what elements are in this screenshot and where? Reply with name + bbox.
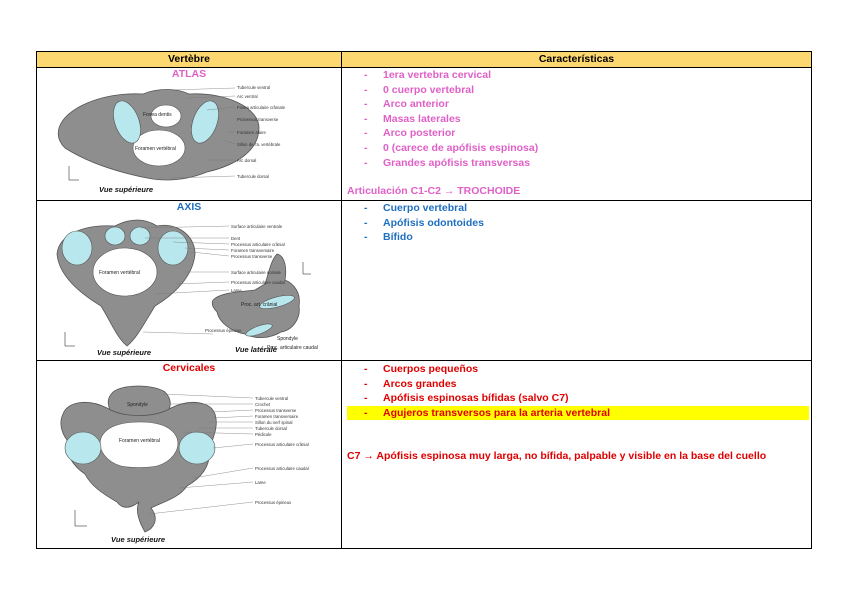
list-item: - 0 (carece de apófisis espinosa) xyxy=(364,141,539,154)
atlas-label: Tubercule ventral xyxy=(237,85,271,90)
table-header xyxy=(37,52,811,68)
cervicales-label: Processus articulaire crânial xyxy=(255,442,309,447)
cervicales-label: Tubercule dorsal xyxy=(255,426,287,431)
list-item: - 0 cuerpo vertebral xyxy=(364,83,475,96)
c7-note: C7 → Apófisis espinosa muy larga, no bífida, palpable y visible en la base del cuello xyxy=(347,450,767,462)
axis-inner-label: Proc. art. crânial xyxy=(241,302,278,308)
axis-inner-label: Spondyle xyxy=(277,336,298,342)
axis-label: Surface articulaire ventrale xyxy=(231,224,283,229)
atlas-view-label: Vue supérieure xyxy=(99,185,154,194)
atlas-inner-label: Foramen vertébral xyxy=(135,146,176,152)
row-title-atlas: ATLAS xyxy=(171,68,207,80)
axis-label: Processus articulaire caudal xyxy=(231,280,285,285)
axis-label: Surface articulaire dorsale xyxy=(231,270,281,275)
cervicales-figure xyxy=(43,378,335,546)
axis-marker-icon xyxy=(75,510,87,526)
list-item: - Cuerpos pequeños xyxy=(364,363,479,375)
cervicales-view-label: Vue supérieure xyxy=(111,535,166,544)
cervicales-characteristics xyxy=(347,362,809,420)
cervicales-inner-label: Foramen vertébral xyxy=(119,438,160,444)
atlas-articulation-note: Articulación C1-C2 → TROCHOIDE xyxy=(347,185,521,197)
cervicales-label: Lame xyxy=(255,480,266,485)
vertebra-table xyxy=(36,51,812,549)
axis-marker-icon xyxy=(69,166,79,180)
cervicales-label: Processus transverse xyxy=(255,408,297,413)
axis-label: Processus articulaire crânial xyxy=(231,242,285,247)
axis-label: Processus transverse xyxy=(231,254,273,259)
row-divider xyxy=(37,360,811,361)
list-item: - 1era vertebra cervical xyxy=(364,69,491,81)
list-item: - Cuerpo vertebral xyxy=(364,202,468,214)
cervicales-label: Foramen transversaire xyxy=(255,414,299,419)
axis-label: Dent xyxy=(231,236,241,241)
row-title-axis: AXIS xyxy=(176,201,202,213)
atlas-characteristics xyxy=(347,68,538,170)
column-divider xyxy=(341,52,342,548)
list-item: - Arco anterior xyxy=(364,98,449,111)
axis-figure xyxy=(45,214,335,358)
cervicales-label: Processus épineux xyxy=(255,500,292,505)
header-caracteristicas: Características xyxy=(538,53,615,65)
list-item: - Masas laterales xyxy=(364,112,461,125)
axis-label: Foramen transversaire xyxy=(231,248,275,253)
list-item: - Apófisis odontoides xyxy=(364,216,484,229)
axis-label: Lame xyxy=(231,288,242,293)
atlas-figure xyxy=(47,80,333,198)
axis-lateral-view-label: Vue latérale xyxy=(235,345,277,354)
axis-label: Processus épineux xyxy=(205,328,242,333)
list-item: - Arcos grandes xyxy=(364,377,457,390)
cervicales-inner-label: Spondyle xyxy=(127,402,148,408)
cervicales-label: Pédicule xyxy=(255,432,272,437)
list-item-highlighted: - Agujeros transversos para la arteria vertebral xyxy=(347,406,809,421)
list-item: - Arco posterior xyxy=(364,127,456,140)
atlas-label: Processus transverse xyxy=(237,117,279,122)
header-vertebre: Vertèbre xyxy=(167,53,211,65)
atlas-inner-label: Fovea dentis xyxy=(143,112,172,118)
atlas-label: Sillon de l'a. vertébrale xyxy=(237,142,281,147)
atlas-label: Foramen alaire xyxy=(237,130,266,135)
cervicales-label: Crochet xyxy=(255,402,271,407)
atlas-label: Fovea articulaire crâniale xyxy=(237,105,286,110)
cervicales-label: Tubercule ventral xyxy=(255,396,289,401)
list-item: - Bífido xyxy=(364,231,413,244)
list-item: - Grandes apófisis transversas xyxy=(364,156,531,169)
atlas-label: Tubercule dorsal xyxy=(237,174,269,179)
axis-characteristics xyxy=(347,201,484,245)
axis-inner-label: Foramen vertébral xyxy=(99,270,140,276)
row-title-cervicales: Cervicales xyxy=(162,362,216,374)
axis-view-label: Vue supérieure xyxy=(97,348,152,357)
cervicales-label: Processus articulaire caudal xyxy=(255,466,309,471)
atlas-label: Arc dorsal xyxy=(237,158,257,163)
axis-inner-label: Proc. articulaire caudal xyxy=(267,345,318,351)
atlas-label: Arc ventral xyxy=(237,94,258,99)
list-item: - Apófisis espinosas bífidas (salvo C7) xyxy=(364,392,569,405)
cervicales-label: Sillon du nerf spinal xyxy=(255,420,293,425)
